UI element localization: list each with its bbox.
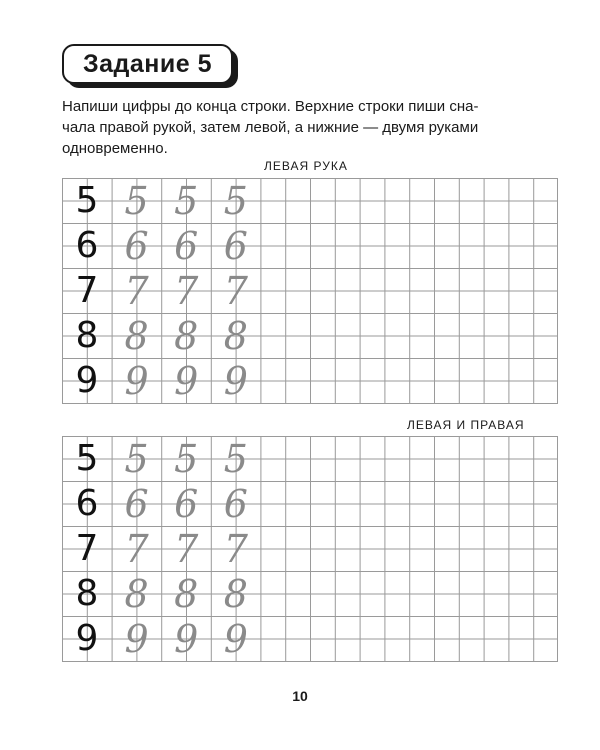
trace-digit: 7 [223,269,248,313]
trace-digit: 8 [174,572,199,616]
digit-row-9 [62,356,558,406]
sample-digit: 5 [75,438,99,479]
task-title: Задание 5 [82,49,213,78]
trace-digit: 5 [174,179,199,223]
trace-digit: 9 [223,359,248,403]
sample-digit: 6 [75,225,99,266]
digit-row-8 [62,569,558,619]
trace-digit: 8 [223,314,248,358]
digit-row-5 [62,176,558,226]
trace-digit: 5 [124,437,149,481]
digit-row-6 [62,221,558,271]
sample-digit: 9 [75,360,99,401]
digit-row-7 [62,266,558,316]
digit-row-8 [62,311,558,361]
trace-digit: 5 [174,437,199,481]
trace-digit: 7 [124,269,149,313]
instructions-line-2: чала правой рукой, затем левой, а нижние — двумя руками [62,119,479,136]
sample-digit: 5 [75,180,99,221]
trace-digit: 9 [174,617,199,661]
trace-digit: 9 [124,617,149,661]
practice-grid-both-hands[interactable] [62,436,558,662]
sample-digit: 8 [75,573,99,614]
trace-digit: 6 [124,482,149,526]
sample-digit: 6 [75,483,99,524]
trace-digit: 9 [124,359,149,403]
digit-row-5 [62,434,558,484]
sample-digit: 8 [75,315,99,356]
trace-digit: 8 [124,314,149,358]
trace-digit: 6 [223,482,248,526]
trace-digit: 8 [174,314,199,358]
trace-digit: 9 [174,359,199,403]
trace-digit: 9 [223,617,248,661]
section-label-left-hand: ЛЕВАЯ РУКА [264,159,348,173]
sample-digit: 7 [75,528,99,569]
trace-digit: 6 [124,224,149,268]
digit-row-9 [62,614,558,664]
trace-digit: 7 [174,269,199,313]
instructions-line-1: Напиши цифры до конца строки. Верхние строки пиши сна- [62,98,479,115]
trace-digit: 6 [223,224,248,268]
sample-digit: 7 [75,270,99,311]
trace-digit: 7 [223,527,248,571]
section-label-both-hands: ЛЕВАЯ И ПРАВАЯ [407,418,525,432]
trace-digit: 6 [174,224,199,268]
trace-digit: 7 [124,527,149,571]
trace-digit: 7 [174,527,199,571]
digit-row-6 [62,479,558,529]
trace-digit: 6 [174,482,199,526]
trace-digit: 8 [124,572,149,616]
digit-row-7 [62,524,558,574]
instructions [62,96,550,159]
task-header-frame [62,44,233,84]
page-number: 10 [292,688,308,704]
trace-digit: 8 [223,572,248,616]
practice-grid-left-hand[interactable] [62,178,558,404]
sample-digit: 9 [75,618,99,659]
trace-digit: 5 [223,179,248,223]
trace-digit: 5 [223,437,248,481]
task-header [62,44,238,88]
instructions-line-3: одновременно. [62,140,168,157]
trace-digit: 5 [124,179,149,223]
